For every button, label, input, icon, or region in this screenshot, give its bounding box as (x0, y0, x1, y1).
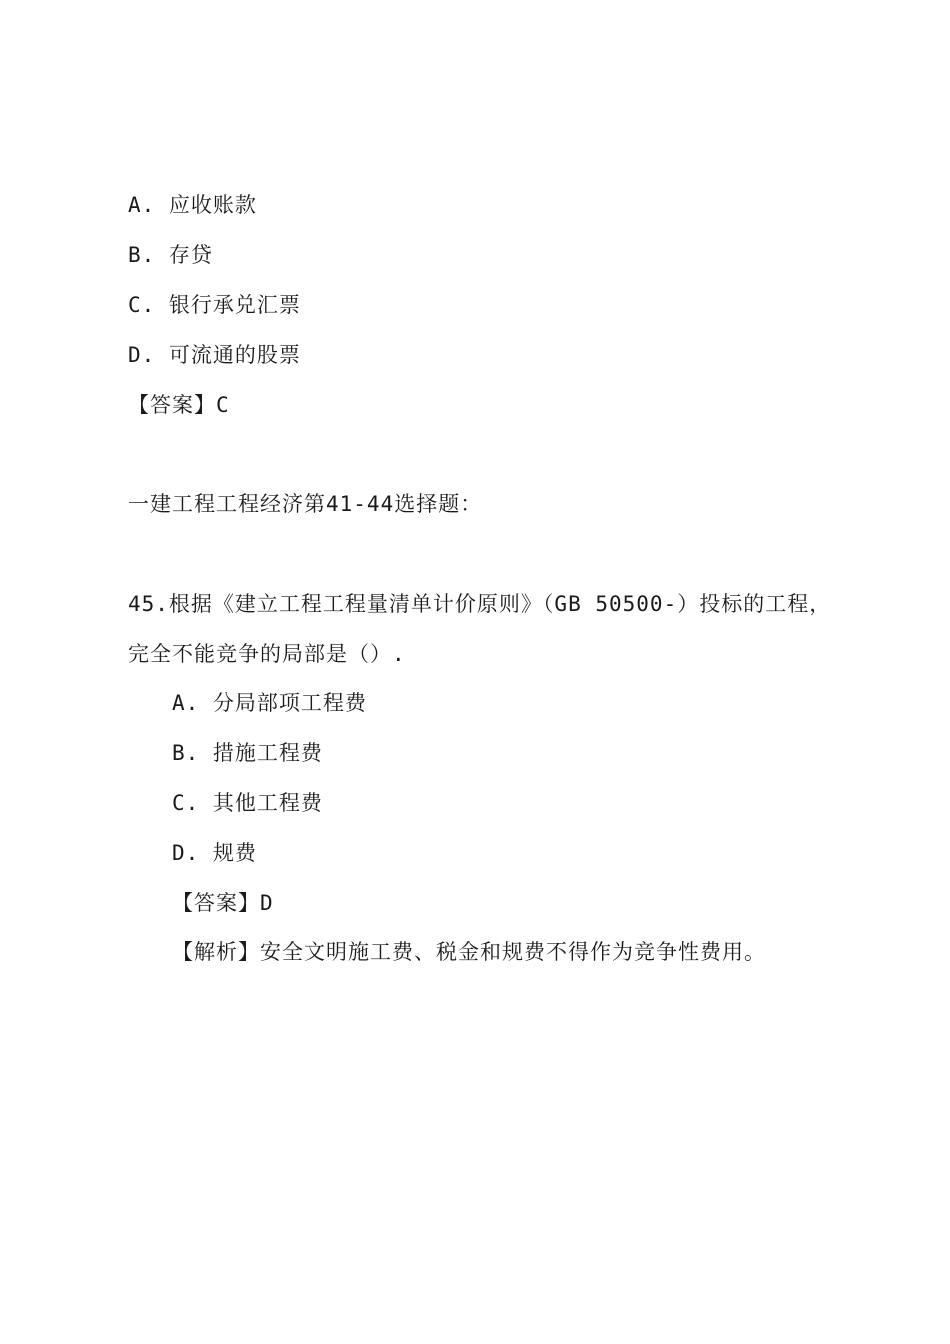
q45-option-a: A. 分局部项工程费 (172, 691, 367, 715)
answer: 【答案】C (128, 393, 230, 417)
section-heading: 一建工程工程经济第41-44选择题： (128, 492, 483, 516)
option-c: C. 银行承兑汇票 (128, 293, 301, 317)
option-b: B. 存贷 (128, 243, 213, 267)
q45-answer: 【答案】D (172, 891, 274, 915)
q45-option-b: B. 措施工程费 (172, 741, 323, 765)
question-text-continued: 完全不能竞争的局部是（）. (128, 642, 406, 666)
option-d: D. 可流通的股票 (128, 343, 301, 367)
q45-analysis: 【解析】安全文明施工费、税金和规费不得作为竞争性费用。 (172, 940, 766, 964)
question-text: 45.根据《建立工程工程量清单计价原则》（GB 50500-）投标的工程， (128, 592, 832, 616)
q45-option-d: D. 规费 (172, 841, 257, 865)
option-a: A. 应收账款 (128, 193, 257, 217)
q45-option-c: C. 其他工程费 (172, 791, 323, 815)
